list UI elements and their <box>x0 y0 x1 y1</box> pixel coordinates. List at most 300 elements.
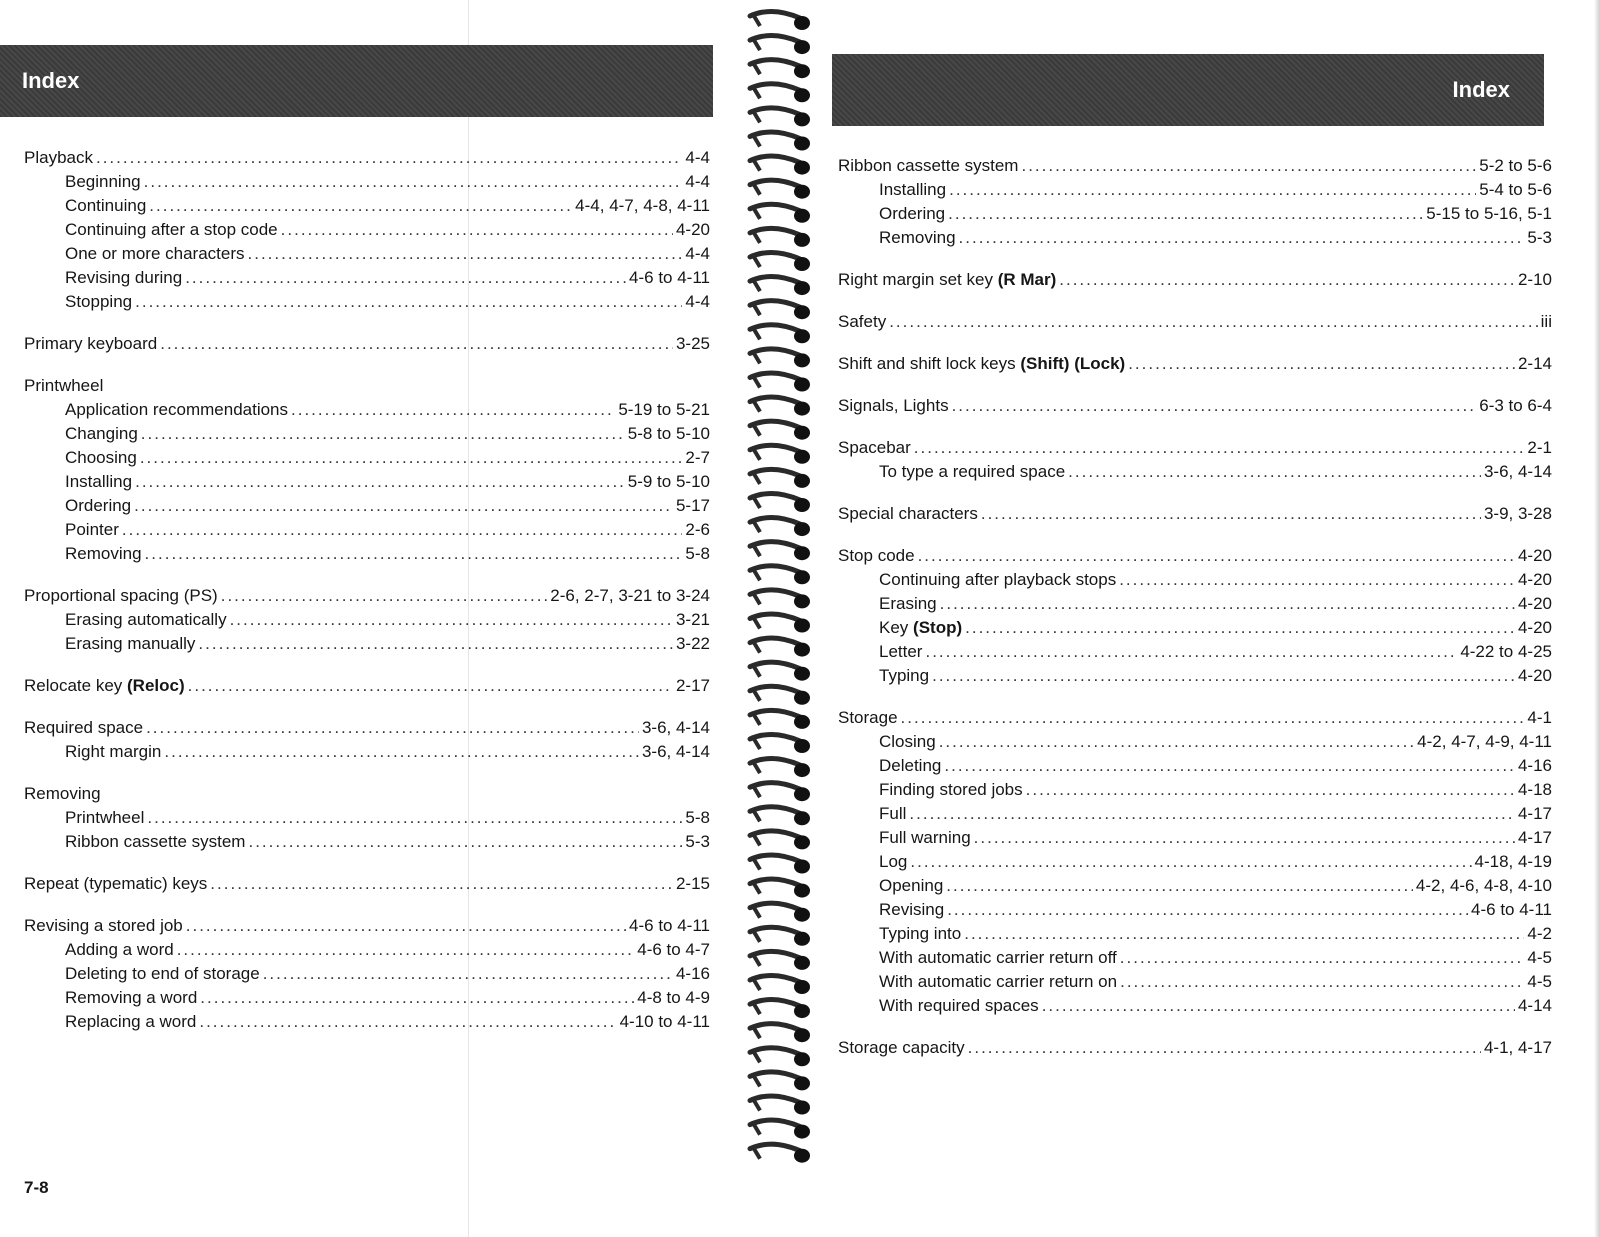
spiral-coil <box>750 686 810 705</box>
index-key-name: (Reloc) <box>127 676 185 695</box>
index-term <box>879 994 1039 1018</box>
index-term <box>65 242 245 266</box>
dot-leader <box>947 898 1468 922</box>
index-term-text: With automatic carrier return on <box>879 972 1118 991</box>
index-page-ref: 2-6, 2-7, 3-21 to 3-24 <box>550 586 710 605</box>
index-page-ref: 5-9 to 5-10 <box>627 472 710 491</box>
index-term <box>65 170 141 194</box>
index-page-ref: 3-6, 4-14 <box>641 742 710 761</box>
index-term-text: Printwheel <box>65 808 145 827</box>
index-term-text: Log <box>879 852 908 871</box>
dot-leader <box>901 706 1525 730</box>
index-page-ref: 4-14 <box>1517 996 1552 1015</box>
index-term <box>65 962 260 986</box>
index-term <box>879 754 941 778</box>
spiral-coil <box>750 1072 810 1091</box>
index-term <box>838 502 978 526</box>
index-key-name: (Stop) <box>913 618 963 637</box>
index-group <box>838 352 1552 376</box>
index-term-text: Ribbon cassette system <box>838 156 1019 175</box>
index-page-ref: 4-6 to 4-7 <box>637 940 710 959</box>
left-page <box>0 0 735 1237</box>
dot-leader <box>291 398 615 422</box>
index-group <box>838 706 1552 1018</box>
dot-leader <box>177 938 635 962</box>
dot-leader <box>952 394 1477 418</box>
dot-leader <box>230 608 673 632</box>
index-subentry <box>838 226 1552 250</box>
index-page-ref: 3-6, 4-14 <box>641 718 710 737</box>
index-term <box>65 1010 196 1034</box>
spiral-coil <box>750 1096 810 1115</box>
index-term <box>838 544 915 568</box>
dot-leader <box>948 202 1423 226</box>
index-term <box>65 542 142 566</box>
spiral-coil <box>750 11 810 30</box>
index-page-ref: 4-4, 4-7, 4-8, 4-11 <box>575 196 710 215</box>
index-term <box>838 706 898 730</box>
dot-leader <box>981 502 1481 526</box>
spiral-coil <box>750 783 810 802</box>
index-page-ref: 4-4 <box>685 244 710 263</box>
index-subentry <box>838 922 1552 946</box>
index-page-ref: 4-20 <box>675 220 710 239</box>
index-term <box>24 716 143 740</box>
dot-leader <box>889 310 1537 334</box>
index-term <box>838 154 1018 178</box>
page-number: 7-8 <box>24 1178 49 1197</box>
index-term-text: Spacebar <box>838 438 911 457</box>
index-entry <box>838 154 1552 178</box>
index-page-ref: 2-14 <box>1517 354 1552 373</box>
index-subentry <box>838 898 1552 922</box>
index-entry <box>24 914 710 938</box>
index-term <box>65 290 132 314</box>
index-subentry <box>838 592 1552 616</box>
spiral-coil <box>750 831 810 850</box>
left-index-list <box>24 146 710 1052</box>
index-term-text: Removing <box>24 784 101 803</box>
index-page-ref: 4-2 <box>1527 924 1552 943</box>
index-entry <box>838 394 1552 418</box>
dot-leader <box>909 802 1515 826</box>
index-term <box>65 806 144 830</box>
spiral-coil <box>750 638 810 657</box>
index-term-text: Storage capacity <box>838 1038 965 1057</box>
dot-leader <box>221 584 548 608</box>
spiral-coil <box>750 325 810 344</box>
index-page-ref: 3-21 <box>675 610 710 629</box>
index-term <box>879 178 946 202</box>
index-term <box>65 830 245 854</box>
spiral-coil <box>750 469 810 488</box>
right-index-list <box>838 154 1552 1078</box>
index-term <box>879 226 956 250</box>
index-subentry <box>838 970 1552 994</box>
index-subentry <box>24 290 710 314</box>
dot-leader <box>134 494 673 518</box>
index-term <box>65 494 131 518</box>
dot-leader <box>1068 460 1481 484</box>
index-page-ref: 4-20 <box>1517 570 1552 589</box>
index-term-text: Continuing after a stop code <box>65 220 278 239</box>
index-page-ref: 4-1, 4-17 <box>1483 1038 1552 1057</box>
index-term <box>879 946 1117 970</box>
dot-leader <box>914 436 1525 460</box>
dot-leader <box>185 266 626 290</box>
index-page-ref: 4-17 <box>1517 804 1552 823</box>
index-group <box>838 394 1552 418</box>
index-subentry <box>838 874 1552 898</box>
index-term <box>879 802 906 826</box>
index-page-ref: 4-22 to 4-25 <box>1460 642 1552 661</box>
index-subentry <box>838 754 1552 778</box>
dot-leader <box>199 1010 616 1034</box>
spiral-coil <box>750 855 810 874</box>
index-term <box>24 584 218 608</box>
index-page-ref: 3-9, 3-28 <box>1483 504 1552 523</box>
index-group <box>24 584 710 656</box>
index-key-name: (R Mar) <box>997 270 1057 289</box>
index-subentry <box>24 446 710 470</box>
spiral-coil <box>750 132 810 151</box>
index-term <box>65 422 138 446</box>
index-term <box>65 266 182 290</box>
index-page-ref: 4-4 <box>685 172 710 191</box>
index-term-text: Removing <box>879 228 956 247</box>
index-page-ref: 4-18 <box>1517 780 1552 799</box>
index-page-ref: 3-6, 4-14 <box>1483 462 1552 481</box>
index-entry <box>24 782 710 806</box>
index-page-ref: 4-18, 4-19 <box>1474 852 1552 871</box>
dot-leader <box>974 826 1515 850</box>
index-page-ref: 4-6 to 4-11 <box>629 916 710 935</box>
index-term <box>879 202 945 226</box>
index-page-ref: 5-8 <box>685 544 710 563</box>
index-term-text: With automatic carrier return off <box>879 948 1117 967</box>
index-term <box>24 374 103 398</box>
index-subentry <box>24 242 710 266</box>
spiral-coil <box>750 445 810 464</box>
index-term <box>24 914 183 938</box>
index-subentry <box>838 778 1552 802</box>
spiral-coil <box>750 180 810 199</box>
index-entry <box>838 502 1552 526</box>
index-page-ref: 4-17 <box>1517 828 1552 847</box>
index-entry <box>838 268 1552 292</box>
index-entry <box>24 872 710 896</box>
spiral-coil <box>750 277 810 296</box>
spiral-coil <box>750 1024 810 1043</box>
left-index-header <box>0 45 713 117</box>
index-term <box>838 268 1056 292</box>
index-term <box>838 1036 965 1060</box>
dot-leader <box>940 592 1515 616</box>
index-subentry <box>838 202 1552 226</box>
index-subentry <box>838 664 1552 688</box>
index-entry <box>24 716 710 740</box>
index-term-text: Safety <box>838 312 887 331</box>
right-index-header <box>832 54 1544 126</box>
index-entry <box>838 1036 1552 1060</box>
spiral-coil <box>750 36 810 55</box>
spiral-coil <box>750 1120 810 1139</box>
dot-leader <box>918 544 1515 568</box>
spiral-coil <box>750 228 810 247</box>
dot-leader <box>932 664 1515 688</box>
index-subentry <box>838 850 1552 874</box>
dot-leader <box>1021 154 1476 178</box>
index-group <box>24 716 710 764</box>
index-term-text: Full warning <box>879 828 971 847</box>
dot-leader <box>1128 352 1515 376</box>
index-subentry <box>24 830 710 854</box>
index-term <box>65 740 161 764</box>
index-subentry <box>838 730 1552 754</box>
index-term <box>879 826 971 850</box>
index-group <box>838 310 1552 334</box>
spiral-coil <box>750 662 810 681</box>
index-page-ref: 2-6 <box>685 520 710 539</box>
dot-leader <box>147 806 682 830</box>
index-page-ref: 4-5 <box>1527 948 1552 967</box>
spiral-coil <box>750 1144 810 1163</box>
index-term <box>65 470 132 494</box>
spiral-coil <box>750 421 810 440</box>
index-subentry <box>24 518 710 542</box>
index-page-ref: 5-4 to 5-6 <box>1479 180 1552 199</box>
index-entry <box>838 310 1552 334</box>
paper-edge <box>1594 0 1600 1237</box>
index-term-text: Replacing a word <box>65 1012 197 1031</box>
index-term-text: Typing into <box>879 924 962 943</box>
index-term-text: Special characters <box>838 504 978 523</box>
index-group <box>24 914 710 1034</box>
index-term-text: Right margin set key <box>838 270 993 289</box>
index-subentry <box>838 802 1552 826</box>
index-term <box>65 446 137 470</box>
dot-leader <box>944 754 1515 778</box>
index-subentry <box>24 470 710 494</box>
index-term <box>65 986 197 1010</box>
index-subentry <box>838 640 1552 664</box>
index-group <box>24 674 710 698</box>
index-page-ref: 5-8 <box>685 808 710 827</box>
index-term-text: Playback <box>24 148 93 167</box>
index-term-text: Installing <box>65 472 133 491</box>
spiral-coil <box>750 301 810 320</box>
index-term <box>879 778 1023 802</box>
index-term-text: Pointer <box>65 520 119 539</box>
index-subentry <box>24 806 710 830</box>
index-term-text: Erasing automatically <box>65 610 227 629</box>
index-term-text: Opening <box>879 876 944 895</box>
index-page-ref: 5-17 <box>675 496 710 515</box>
index-group <box>24 374 710 566</box>
index-term-text: Finding stored jobs <box>879 780 1023 799</box>
index-page-ref: 4-20 <box>1517 594 1552 613</box>
index-subentry <box>24 608 710 632</box>
index-term <box>65 938 174 962</box>
dot-leader <box>135 290 682 314</box>
index-term-text: Stop code <box>838 546 915 565</box>
index-term <box>879 640 922 664</box>
index-term <box>24 782 101 806</box>
right-page <box>820 0 1600 1237</box>
index-term-text: Key <box>879 618 909 637</box>
index-group <box>838 1036 1552 1060</box>
index-page-ref: 2-15 <box>675 874 710 893</box>
dot-leader <box>186 914 626 938</box>
spiral-coil <box>750 397 810 416</box>
index-page-ref: 2-17 <box>675 676 710 695</box>
index-term-text: Deleting to end of storage <box>65 964 260 983</box>
dot-leader <box>1120 970 1524 994</box>
index-term <box>838 436 911 460</box>
index-term-text: Typing <box>879 666 930 685</box>
index-subentry <box>24 632 710 656</box>
dot-leader <box>965 616 1515 640</box>
spiral-coil <box>750 204 810 223</box>
index-term-text: Ordering <box>879 204 946 223</box>
index-term-text: Letter <box>879 642 923 661</box>
index-subentry <box>24 542 710 566</box>
spiral-coil <box>750 1000 810 1019</box>
index-term-text: Revising during <box>65 268 183 287</box>
index-entry <box>838 544 1552 568</box>
index-page-ref: 4-8 to 4-9 <box>637 988 710 1007</box>
index-term <box>879 664 929 688</box>
index-term <box>879 592 937 616</box>
index-page-ref: 2-1 <box>1527 438 1552 457</box>
index-group <box>838 502 1552 526</box>
spiral-coil <box>750 518 810 537</box>
index-subentry <box>24 194 710 218</box>
index-subentry <box>24 1010 710 1034</box>
index-term-text: Removing a word <box>65 988 198 1007</box>
index-term-text: Application recommendations <box>65 400 289 419</box>
index-subentry <box>24 170 710 194</box>
index-entry <box>838 352 1552 376</box>
dot-leader <box>198 632 673 656</box>
spiral-coil <box>750 614 810 633</box>
index-term-text: Continuing <box>65 196 147 215</box>
dot-leader <box>1026 778 1515 802</box>
index-page-ref: 3-25 <box>675 334 710 353</box>
spiral-coil <box>750 903 810 922</box>
spiral-coil <box>750 156 810 175</box>
index-term-text: Ordering <box>65 496 132 515</box>
index-term-text: Revising <box>879 900 945 919</box>
index-page-ref: 4-16 <box>1517 756 1552 775</box>
index-term <box>879 616 962 640</box>
index-term-text: Full <box>879 804 907 823</box>
index-entry <box>24 584 710 608</box>
spiral-coil <box>750 759 810 778</box>
index-subentry <box>838 616 1552 640</box>
dot-leader <box>248 830 682 854</box>
index-key-name: (Shift) (Lock) <box>1020 354 1126 373</box>
dot-leader <box>122 518 683 542</box>
index-term-text: Continuing after playback stops <box>879 570 1117 589</box>
index-term-text: Primary keyboard <box>24 334 158 353</box>
dot-leader <box>145 542 683 566</box>
spiral-coil <box>750 807 810 826</box>
index-page-ref: 4-6 to 4-11 <box>629 268 710 287</box>
dot-leader <box>248 242 683 266</box>
index-term-text: Beginning <box>65 172 141 191</box>
spiral-coil <box>750 542 810 561</box>
spiral-coil <box>750 252 810 271</box>
dot-leader <box>959 226 1525 250</box>
spiral-coil <box>750 108 810 127</box>
dot-leader <box>96 146 682 170</box>
index-term-text: Repeat (typematic) keys <box>24 874 208 893</box>
index-term <box>879 874 943 898</box>
left-header-title: Index <box>22 68 80 93</box>
spiral-coil <box>750 493 810 512</box>
index-term-text: Adding a word <box>65 940 174 959</box>
dot-leader <box>946 874 1413 898</box>
spiral-coil <box>750 975 810 994</box>
index-term-text: Closing <box>879 732 936 751</box>
index-subentry <box>838 994 1552 1018</box>
spiral-coil <box>750 590 810 609</box>
dot-leader <box>949 178 1476 202</box>
index-subentry <box>24 938 710 962</box>
spiral-binding-graphic <box>742 0 832 1237</box>
index-term-text: Ribbon cassette system <box>65 832 246 851</box>
index-subentry <box>24 398 710 422</box>
index-term <box>65 518 119 542</box>
dot-leader <box>140 446 683 470</box>
index-group <box>24 782 710 854</box>
index-page-ref: 3-22 <box>675 634 710 653</box>
index-group <box>838 436 1552 484</box>
index-page-ref: 2-7 <box>685 448 710 467</box>
index-term <box>838 394 949 418</box>
index-term <box>24 146 93 170</box>
index-subentry <box>24 218 710 242</box>
dot-leader <box>210 872 673 896</box>
index-term <box>879 850 907 874</box>
index-page-ref: 4-1 <box>1527 708 1552 727</box>
index-page-ref: 2-10 <box>1517 270 1552 289</box>
index-page-ref: 4-4 <box>685 148 710 167</box>
index-entry <box>24 332 710 356</box>
index-term-text: Relocate key <box>24 676 123 695</box>
index-term <box>879 970 1117 994</box>
index-term <box>879 730 936 754</box>
index-page-ref: 5-3 <box>685 832 710 851</box>
dot-leader <box>135 470 625 494</box>
index-term-text: Required space <box>24 718 144 737</box>
dot-leader <box>968 1036 1481 1060</box>
index-entry <box>24 146 710 170</box>
index-term-text: Signals, Lights <box>838 396 949 415</box>
index-page-ref: 5-15 to 5-16, 5-1 <box>1426 204 1552 223</box>
spiral-coil <box>750 566 810 585</box>
spiral-coil <box>750 951 810 970</box>
index-term-text: Erasing <box>879 594 937 613</box>
index-subentry <box>24 422 710 446</box>
index-term-text: Storage <box>838 708 898 727</box>
index-subentry <box>838 826 1552 850</box>
index-term <box>838 352 1125 376</box>
index-term-text: Right margin <box>65 742 162 761</box>
index-term <box>65 194 146 218</box>
dot-leader <box>146 716 639 740</box>
